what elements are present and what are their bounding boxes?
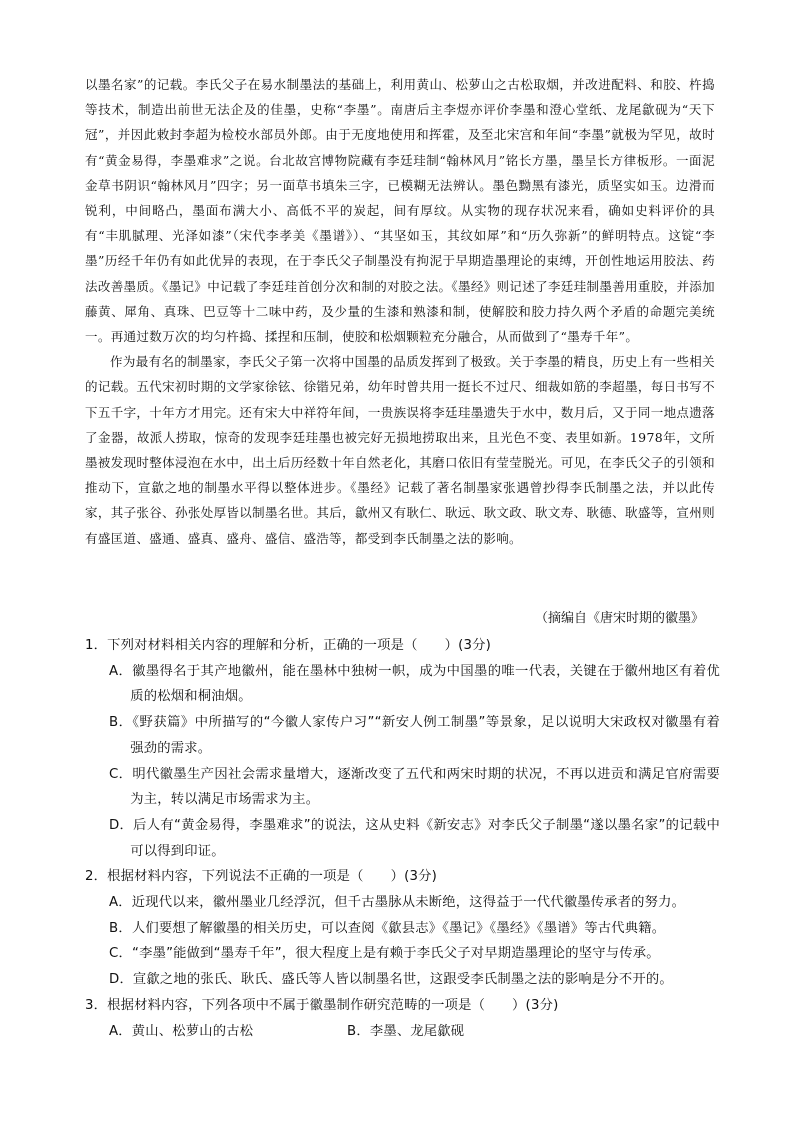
question-3-options-row: [109, 1019, 720, 1045]
question-1-option-b: B．《野获篇》中所描写的“今徽人家传户习”“新安人例工制墨”等景象，足以说明大宋政权对徽墨有着强劲的需求。: [109, 715, 720, 756]
question-3-option-b: B．李墨、龙尾歙砚: [347, 1023, 465, 1039]
question-2-option-a: A．近现代以来，徽州墨业几经浮沉，但千古墨脉从未断绝，这得益于一代代徽墨传承者的努力。: [109, 895, 686, 911]
question-1-option-c: C．明代徽墨生产因社会需求量增大，逐渐改变了五代和两宋时期的状况，不再以进贡和满足官府需要为主，转以满足市场需求为主。: [109, 766, 720, 808]
passage-paragraph-2: 作为最有名的制墨家，李氏父子第一次将中国墨的品质发挥到了极致。关于李墨的精良，历史上有一些相关的记载。五代宋初时期的文学家徐铉、徐锴兄弟，幼年时曾共用一挺长不过尺、细裁如筋的李超墨，每日书写不下五千字，十年方才用完。还有宋大中祥符年间，一贵族误将李廷珪墨遗失于水中，数月后，又于同一地点遗落了金器，故派人捞取，惊奇的发现李廷珪墨也被完好无损地捞取出来，且光色不变、表里如新。1978年，文所墨被发现时整体浸泡在水中，出土后历经数十年自然老化，其磨口依旧有莹莹脱光。可见，在李氏父子的引领和推动下，宣歙之地的制墨水平得以整体进步。《墨经》记载了著名制墨家张遇曾抄得李氏制墨之法，并以此传家，其子张谷、孙张处厚皆以制墨名世。其后，歙州又有耿仁、耿远、耿文政、耿文寿、耿德、耿盛等，宣州则有盛匡道、盛通、盛真、盛舟、盛信、盛浩等，都受到李氏制墨之法的影响。: [85, 354, 715, 546]
passage-paragraph-1: 以墨名家”的记载。李氏父子在易水制墨法的基础上，利用黄山、松萝山之古松取烟，并改进配料、和胶、杵捣等技术，制造出前世无法企及的佳墨，史称“李墨”。南唐后主李煜亦评价李墨和澄心堂纸、龙尾歙砚为“天下冠”，并因此敕封李超为检校水部员外郎。由于无度地使用和挥霍，及至北宋宫和年间“李墨”就极为罕见，故时有“黄金易得，李墨难求”之说。台北故宫博物院藏有李廷珪制“翰林风月”铭长方墨，墨呈长方律板形。一面泥金草书阴识“翰林风月”四字；另一面草书填朱三字，已模糊无法辨认。墨色黝黑有漆光，质坚实如玉。边滑而锐利，中间略凸，墨面布满大小、高低不平的炭起，间有厚纹。从实物的现存状况来看，确如史料评价的具有“丰肌腻理、光泽如漆”（宋代李孝美《墨谱》）、“其坚如玉，其纹如犀”和“历久弥新”的鲜明特点。这锭“李墨”历经千年仍有如此优异的表现，在于李氏父子制墨没有拘泥于早期造墨理论的束缚，开创性地运用胶法、药法改善墨质。《墨记》中记载了李廷珪首创分次和制的对胶之法。《墨经》则记述了李廷珪制墨善用重胶，并添加藤黄、犀角、真珠、巴豆等十二味中药，及少量的生漆和熟漆和制，使解胶和胶力持久两个矛盾的命题完美统一。再通过数万次的均匀杵捣、揉捏和压制，使胶和松烟颗粒充分融合，从而做到了“墨寿千年”。: [85, 77, 716, 345]
question-2-option-b: B．人们要想了解徽墨的相关历史，可以查阅《歙县志》《墨记》《墨经》《墨谱》等古代典籍。: [109, 920, 666, 936]
question-1-option-d: D．后人有“黄金易得，李墨难求”的说法，这从史料《新安志》对李氏父子制墨“遂以墨名家”的记载中可以得到印证。: [109, 817, 720, 859]
question-list: [85, 633, 720, 1044]
question-1: [85, 633, 720, 864]
question-3: [85, 993, 720, 1044]
question-2-stem: 2．根据材料内容，下列说法不正确的一项是（ ）(3分): [85, 869, 438, 885]
reading-passage: [85, 72, 715, 551]
question-2: [85, 864, 720, 993]
question-3-stem: 3．根据材料内容，下列各项中不属于徽墨制作研究范畴的一项是（ ）(3分): [85, 997, 559, 1013]
question-3-option-a: A．黄山、松萝山的古松: [109, 1023, 254, 1039]
question-1-option-a: A．徽墨得名于其产地徽州，能在墨林中独树一帜，成为中国墨的唯一代表，关键在于徽州地区有着优质的松烟和桐油烟。: [109, 663, 720, 705]
question-1-stem: 1．下列对材料相关内容的理解和分析，正确的一项是（ ）(3分): [85, 638, 492, 653]
question-2-option-c: C．“李墨”能做到“墨寿千年”，很大程度上是有赖于李氏父子对早期造墨理论的坚守与传承。: [109, 946, 660, 962]
passage-source: （摘编自《唐宋时期的徽墨》: [534, 611, 704, 626]
question-2-option-d: D．宣歙之地的张氏、耿氏、盛氏等人皆以制墨名世，这跟受李氏制墨之法的影响是分不开的。: [109, 972, 673, 988]
